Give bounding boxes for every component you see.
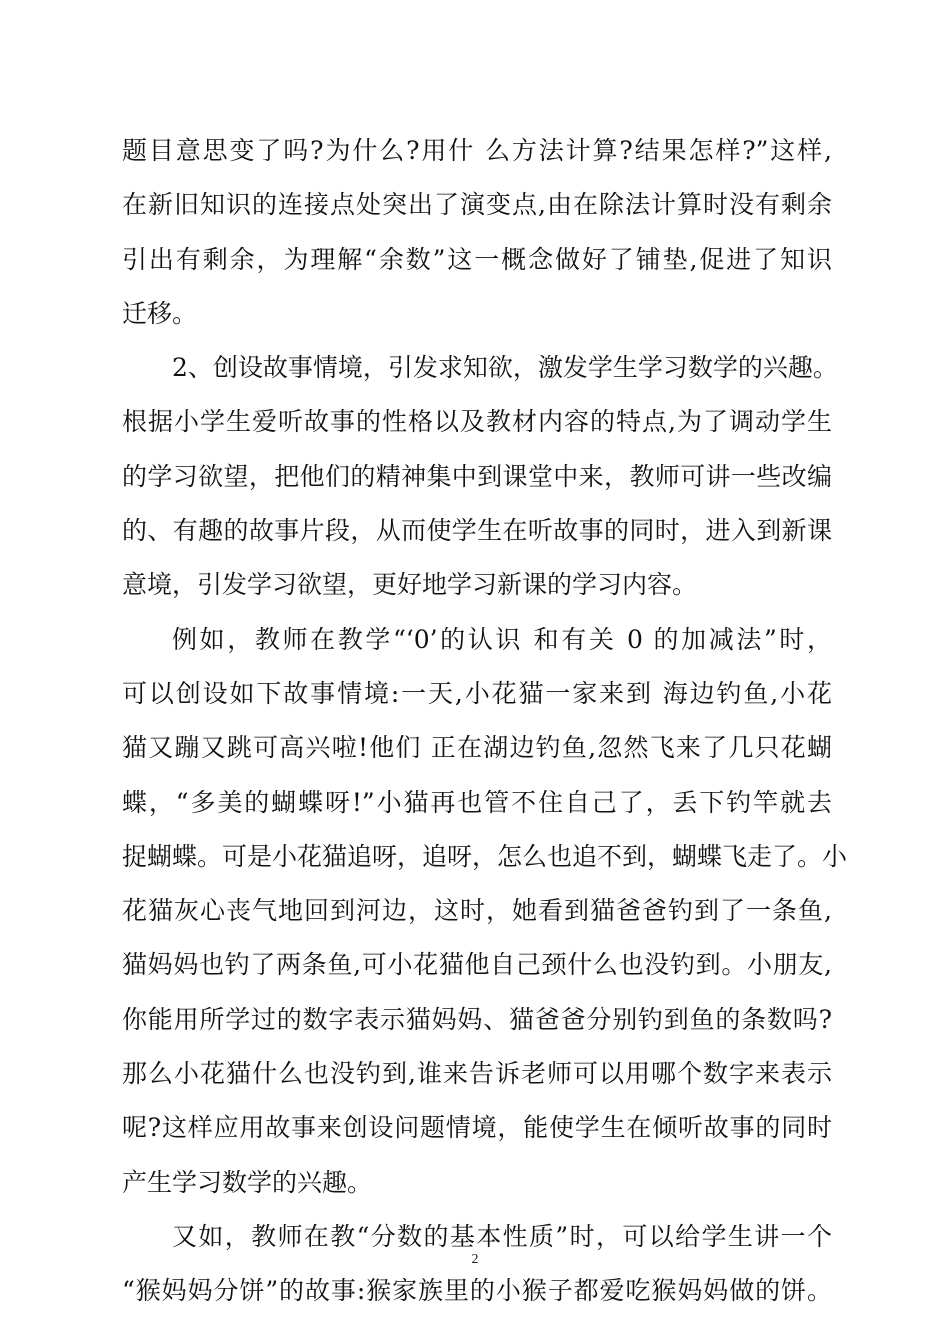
text-line: 意境，引发学习欲望，更好地学习新课的学习内容。: [122, 570, 698, 600]
text-line: 花猫灰心丧气地回到河边，这时，她看到猫爸爸钓到了一条鱼,: [122, 896, 832, 926]
text-line: 蝶，“多美的蝴蝶呀!”小猫再也管不住自己了，丢下钓竿就去: [122, 787, 832, 817]
text-line: “猴妈妈分饼”的故事:猴家族里的小猴子都爱吃猴妈妈做的饼。: [122, 1276, 832, 1306]
text-line: 根据小学生爱听故事的性格以及教材内容的特点,为了调动学生: [122, 407, 832, 437]
text-line: 又如，教师在教“分数的基本性质”时，可以给学生讲一个: [172, 1221, 832, 1251]
text-line: 产生学习数学的兴趣。: [122, 1167, 373, 1197]
text-line: 题目意思变了吗?为什么?用什 么方法计算?结果怎样?”这样,: [122, 136, 832, 165]
text-line: 迁移。: [122, 298, 198, 328]
text-line: 的、有趣的故事片段，从而使学生在听故事的同时，进入到新课: [122, 516, 832, 546]
document-body: [122, 124, 848, 1319]
text-line: 呢?这样应用故事来创设问题情境，能使学生在倾听故事的同时: [122, 1113, 832, 1143]
text-line: 的学习欲望，把他们的精神集中到课堂中来，教师可讲一些改编: [122, 461, 832, 491]
text-line: 例如，教师在教学“‘0’的认识 和有关 0 的加减法”时，: [172, 624, 832, 654]
text-line: 捉蝴蝶。可是小花猫追呀，追呀，怎么也追不到，蝴蝶飞走了。小: [122, 841, 848, 871]
text-line: 引出有剩余，为理解“余数”这一概念做好了铺垫,促进了知识: [122, 244, 832, 274]
text-line: 猫妈妈也钓了两条鱼,可小花猫他自己颈什么也没钓到。小朋友,: [122, 950, 832, 980]
text-line: 猫又蹦又跳可高兴啦!他们 正在湖边钓鱼,忽然飞来了几只花蝴: [122, 733, 832, 763]
text-line: 在新旧知识的连接点处突出了演变点,由在除法计算时没有剩余: [122, 190, 832, 220]
text-line: 你能用所学过的数字表示猫妈妈、猫爸爸分别钓到鱼的条数吗?: [122, 1004, 832, 1034]
text-line: 2、创设故事情境，引发求知欲，激发学生学习数学的兴趣。: [172, 353, 838, 383]
page-number: 2: [471, 1252, 479, 1267]
text-line: 可以创设如下故事情境:一天,小花猫一家来到 海边钓鱼,小花: [122, 678, 832, 708]
text-line: 那么小花猫什么也没钓到,谁来告诉老师可以用哪个数字来表示: [122, 1059, 832, 1089]
